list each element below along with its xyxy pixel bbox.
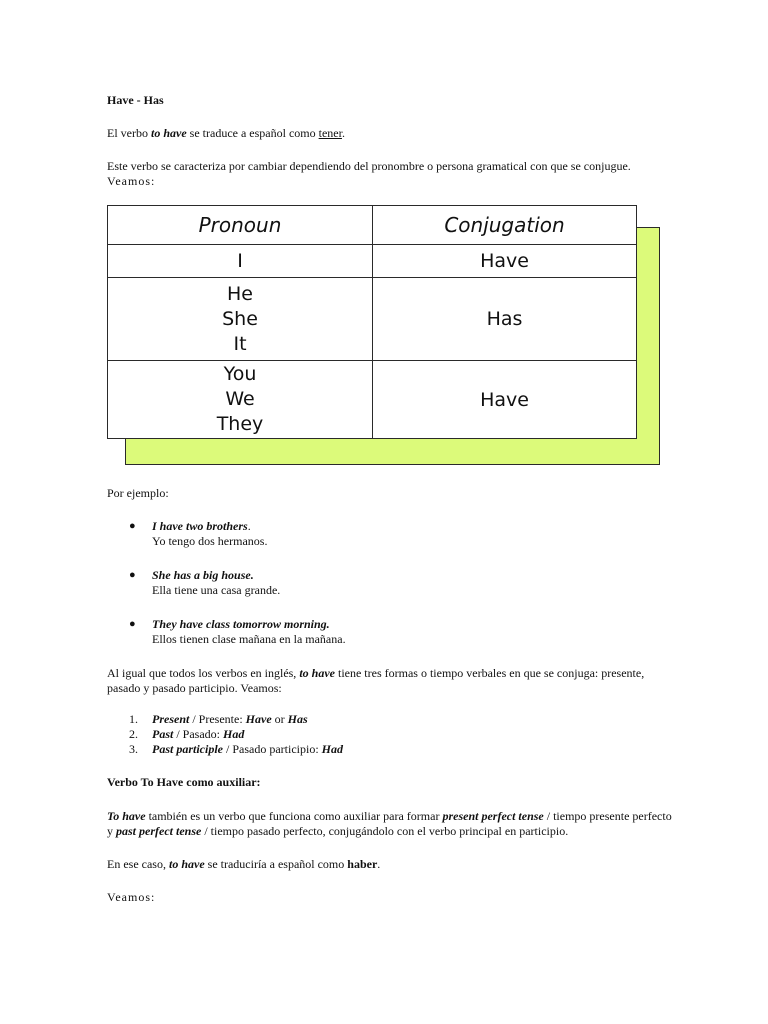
- tenses-list: [107, 712, 677, 757]
- forms-text: tiene tres formas o tiempo verbales en que se conjuga: presente, pasado y pasado participio. Veamos:: [107, 666, 645, 695]
- haber-verb: to have: [168, 857, 205, 871]
- tense-form: Had: [321, 742, 343, 756]
- forms-paragraph: [107, 666, 677, 696]
- bullet-dot-icon: ●: [129, 520, 136, 532]
- list-item: [107, 568, 677, 617]
- examples-label: Por ejemplo:: [107, 486, 169, 500]
- example-english: They have class tomorrow morning.: [152, 617, 330, 631]
- conjugation-cell: Have: [373, 245, 637, 278]
- aux-verb: To have: [107, 809, 146, 823]
- aux-tense: past perfect tense: [116, 824, 202, 838]
- example-spanish: Ellos tienen clase mañana en la mañana.: [152, 632, 346, 646]
- tense-spanish: / Pasado participio:: [223, 742, 322, 756]
- table-row: [108, 361, 637, 439]
- haber-paragraph: [107, 857, 677, 872]
- aux-heading: Verbo To Have como auxiliar:: [107, 775, 261, 789]
- example-punct: .: [247, 519, 251, 533]
- aux-text: / tiempo presente perfecto y: [107, 809, 672, 838]
- list-number: 1.: [129, 712, 138, 726]
- aux-text: / tiempo pasado perfecto, conjugándolo con el verbo principal en participio.: [201, 824, 569, 838]
- aux-tense: present perfect tense: [442, 809, 544, 823]
- pronoun: I: [237, 249, 243, 272]
- list-item: [107, 727, 677, 742]
- tense-or: or: [271, 712, 288, 726]
- tense-english: Past participle: [152, 742, 223, 756]
- conjugation-table: [107, 205, 637, 439]
- aux-text: también es un verbo que funciona como auxiliar para formar: [145, 809, 443, 823]
- tense-english: Past: [152, 727, 174, 741]
- haber-text: En ese caso,: [107, 857, 169, 871]
- list-item: [107, 712, 677, 727]
- intro-paragraph: [107, 126, 677, 141]
- example-spanish: Yo tengo dos hermanos.: [152, 534, 268, 548]
- table-row: [108, 278, 637, 361]
- conjugation-cell: Has: [373, 278, 637, 361]
- tense-form: Have: [245, 712, 272, 726]
- list-item: [107, 742, 677, 757]
- intro-text: .: [341, 126, 345, 140]
- bullet-dot-icon: ●: [129, 569, 136, 581]
- list-item: [107, 617, 677, 666]
- table-row: [108, 245, 637, 278]
- veamos-text: Veamos:: [107, 890, 156, 904]
- description-paragraph: Este verbo se caracteriza por cambiar dependiendo del pronombre o persona gramatical con que se conjugue.: [107, 159, 631, 173]
- pronoun: They: [216, 413, 264, 435]
- intro-text: El verbo: [107, 126, 151, 140]
- conjugation-cell: Have: [373, 361, 637, 439]
- pronoun-cell: [108, 361, 373, 439]
- header-pronoun: Pronoun: [108, 206, 373, 245]
- list-number: 2.: [129, 727, 138, 741]
- pronoun: He: [227, 282, 253, 305]
- intro-verb: to have: [151, 126, 187, 140]
- tense-spanish: / Presente:: [189, 712, 246, 726]
- forms-text: Al igual que todos los verbos en inglés,: [107, 666, 300, 680]
- document-title: Have - Has: [107, 93, 164, 107]
- tense-english: Present: [152, 712, 190, 726]
- tense-spanish: / Pasado:: [173, 727, 224, 741]
- pronoun: It: [233, 332, 247, 355]
- pronoun-cell: [108, 278, 373, 361]
- veamos-text: Veamos:: [107, 174, 156, 188]
- haber-text: .: [377, 857, 381, 871]
- example-english: She has a big house.: [152, 568, 254, 582]
- list-item: [107, 519, 677, 568]
- tense-form: Has: [287, 712, 308, 726]
- intro-translation: tener: [318, 126, 342, 140]
- header-conjugation: Conjugation: [373, 206, 637, 245]
- pronoun: You: [223, 363, 257, 385]
- list-number: 3.: [129, 742, 138, 756]
- pronoun: We: [225, 388, 255, 410]
- tense-form: Had: [223, 727, 245, 741]
- forms-verb: to have: [299, 666, 335, 680]
- pronoun: She: [222, 307, 258, 330]
- example-spanish: Ella tiene una casa grande.: [152, 583, 281, 597]
- table-header-row: [108, 206, 637, 245]
- pronoun-cell: [108, 245, 373, 278]
- haber-word: haber: [347, 857, 378, 871]
- haber-text: se traduciría a español como: [204, 857, 348, 871]
- intro-text: se traduce a español como: [186, 126, 319, 140]
- aux-paragraph: [107, 809, 677, 839]
- example-english: I have two brothers: [152, 519, 248, 533]
- examples-list: [107, 519, 677, 666]
- bullet-dot-icon: ●: [129, 618, 136, 630]
